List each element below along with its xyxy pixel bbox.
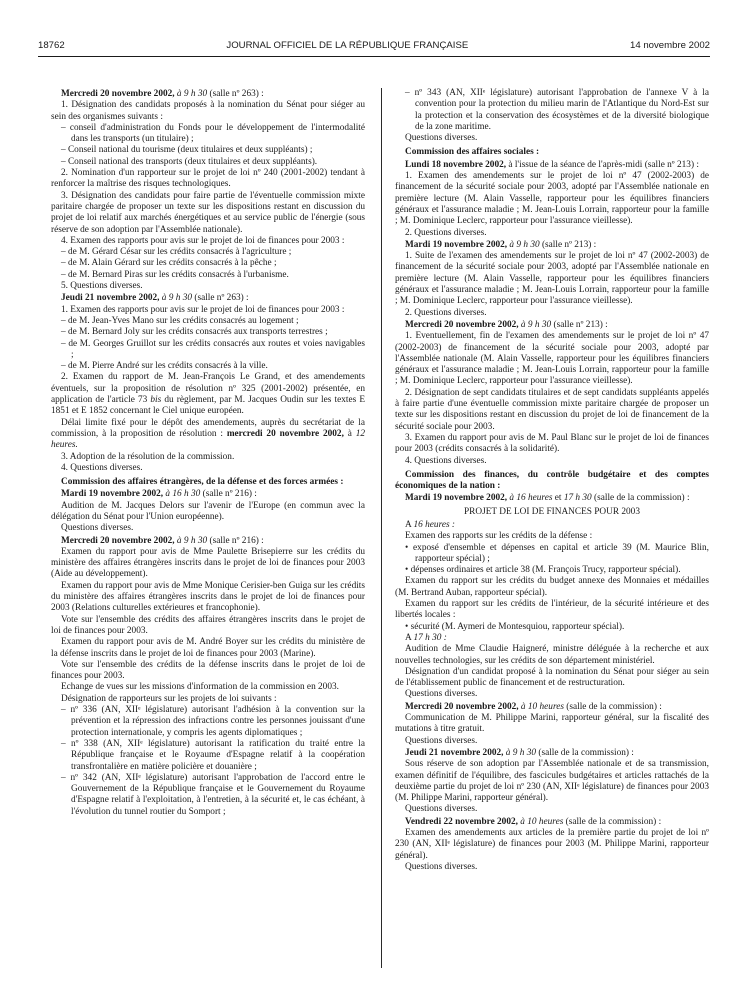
paragraph: Echange de vues sur les missions d'information de la commission en 2003.	[61, 682, 339, 693]
list-item: – de M. Pierre André sur les crédits consacrés à la ville.	[61, 361, 268, 372]
paragraph: 4. Questions diverses.	[405, 455, 487, 466]
committee-title: Commission des affaires sociales :	[405, 147, 540, 158]
paragraph: 3. Désignation des candidats pour faire partie de l'éventuelle commission mixte paritaire chargée de proposer un texte sur les dispositions restant en discussion du projet de loi relatif aux marchés énergétiques et au service public de l'énergie (sous réserve de son adoption par l'Assemblée nationale).	[51, 190, 365, 235]
paragraph: Sous réserve de son adoption par l'Assemblée nationale et de sa transmission, examen définitif de l'équilibre, des fascicules budgétaires et articles rattachés de la deuxième partie du projet de loi nº 230 (AN, XIIᵉ législature) de finances pour 2003 (M. Philippe Marini, rapporteur général).	[395, 759, 709, 804]
issue-date: 14 novembre 2002	[629, 40, 710, 51]
session-heading: Lundi 18 novembre 2002, à l'issue de la séance de l'après-midi (salle nº 213) :	[405, 159, 699, 170]
header-rule	[38, 56, 710, 57]
right-column	[395, 88, 709, 873]
list-item: – de M. Jean-Yves Mano sur les crédits consacrés au logement ;	[61, 315, 299, 326]
list-item: – de M. Georges Gruillot sur les crédits consacrés aux routes et voies navigables ;	[61, 338, 365, 360]
paragraph: 4. Questions diverses.	[61, 462, 143, 473]
session-heading: Mardi 19 novembre 2002, à 9 h 30 (salle nº 213) :	[405, 239, 597, 250]
paragraph: Questions diverses.	[405, 133, 478, 144]
session-heading: Mercredi 20 novembre 2002, à 9 h 30 (salle nº 216) :	[61, 535, 264, 546]
left-column	[51, 88, 365, 818]
section-title: PROJET DE LOI DE FINANCES POUR 2003	[464, 506, 640, 517]
paragraph: Désignation d'un candidat proposé à la nomination du Sénat pour siéger au sein de l'établissement public de financement et de restructuration.	[395, 666, 709, 689]
column-divider	[381, 88, 382, 968]
paragraph: Questions diverses.	[405, 689, 478, 700]
paragraph: 2. Questions diverses.	[405, 227, 487, 238]
paragraph: Audition de Mme Claudie Haigneré, ministre déléguée à la recherche et aux nouvelles technologies, sur les crédits de son département ministériel.	[395, 644, 709, 666]
paragraph: Vote sur l'ensemble des crédits des affaires étrangères inscrits dans le projet de loi de finances pour 2003.	[51, 614, 365, 636]
page-header	[38, 40, 710, 56]
committee-title: Commission des finances, du contrôle budgétaire et des comptes économiques de la nation :	[395, 469, 709, 492]
paragraph: Désignation de rapporteurs sur les projets de loi suivants :	[61, 693, 277, 704]
paragraph: 2. Désignation de sept candidats titulaires et de sept candidats suppléants appelés à faire partie d'une éventuelle commission mixte paritaire chargée de proposer un texte sur les dispositions restant en discussion du projet de loi de financement de la sécurité sociale pour 2003.	[395, 387, 709, 432]
committee-title: Commission des affaires étrangères, de la défense et des forces armées :	[61, 477, 344, 488]
paragraph: Questions diverses.	[61, 523, 134, 534]
paragraph: Vote sur l'ensemble des crédits de la défense inscrits dans le projet de loi de finances pour 2003.	[51, 659, 365, 682]
paragraph: 3. Examen du rapport pour avis de M. Paul Blanc sur le projet de loi de finances pour 2003 (crédits consacrés à la solidarité).	[395, 432, 709, 455]
paragraph: Questions diverses.	[405, 861, 478, 872]
list-item: – nº 336 (AN, XIIᵉ législature) autorisant l'adhésion à la convention sur la prévention et la répression des infractions contre les personnes jouissant d'une protection internationale, y compris les agents diplomatiques ;	[61, 705, 365, 738]
list-item: • sécurité (M. Aymeri de Montesquiou, rapporteur spécial).	[405, 621, 625, 632]
list-item: – de M. Alain Gérard sur les crédits consacrés à la pêche ;	[61, 258, 277, 269]
session-heading: Jeudi 21 novembre 2002, à 9 h 30 (salle de la commission) :	[405, 747, 634, 758]
paragraph: Examen du rapport pour avis de M. André Boyer sur les crédits du ministère de la défense inscrits dans le projet de loi de finances pour 2003 (Marine).	[51, 637, 365, 659]
session-heading: Mardi 19 novembre 2002, à 16 heures et 17 h 30 (salle de la commission) :	[405, 493, 690, 504]
paragraph: 4. Examen des rapports pour avis sur le projet de loi de finances pour 2003 :	[61, 235, 345, 246]
list-item: – nº 343 (AN, XIIᵉ législature) autorisant l'approbation de l'annexe V à la convention pour la protection du milieu marin de l'Atlantique du Nord-Est sur la protection et la conservation des écosystèmes et de la diversité biologique de la zone maritime.	[405, 88, 709, 132]
paragraph: 1. Examen des rapports pour avis sur le projet de loi de finances pour 2003 :	[61, 304, 345, 315]
paragraph: Examen du rapport pour avis de Mme Paulette Brisepierre sur les crédits du ministère des affaires étrangères inscrits dans le projet de loi de finances pour 2003 (Aide au développement).	[51, 546, 365, 580]
page-number: 18762	[38, 40, 65, 51]
list-item: – de M. Bernard Piras sur les crédits consacrés à l'urbanisme.	[61, 269, 289, 280]
paragraph: 5. Questions diverses.	[61, 281, 143, 292]
paragraph: Délai limite fixé pour le dépôt des amendements, auprès du secrétariat de la commission, à la proposition de résolution : mercredi 20 novembre 2002, à 12 heures.	[51, 417, 366, 451]
session-heading: Vendredi 22 novembre 2002, à 10 heures (salle de la commission) :	[405, 816, 662, 827]
list-item: – nº 338 (AN, XIIᵉ législature) autorisant la ratification du traité entre la République française et le Royaume d'Espagne relatif à la coopération transfrontalière en matière policière et douanière ;	[61, 738, 365, 772]
list-item: – conseil d'administration du Fonds pour le développement de l'intermodalité dans les transports (un titulaire) ;	[61, 122, 365, 145]
paragraph: 1. Eventuellement, fin de l'examen des amendements sur le projet de loi nº 47 (2002-2003) de financement de la sécurité sociale pour 2003, adopté par l'Assemblée nationale (M. Alain Vasselle, rapporteur pour les équilibres financiers généraux et l'assurance maladie ; M. Jean-Louis Lorrain, rapporteur pour la famille ; M. Dominique Leclerc, rapporteur pour l'assurance vieillesse).	[395, 331, 709, 387]
paragraph: Questions diverses.	[405, 735, 478, 746]
list-item: – Conseil national des transports (deux titulaires et deux suppléants).	[61, 156, 318, 167]
time-subheading: A 17 h 30 :	[405, 632, 447, 643]
paragraph: 2. Questions diverses.	[405, 307, 487, 318]
session-heading: Jeudi 21 novembre 2002, à 9 h 30 (salle nº 263) :	[61, 293, 249, 304]
paragraph: Examen des rapports sur les crédits de la défense :	[405, 531, 593, 542]
session-heading: Mardi 19 novembre 2002, à 16 h 30 (salle nº 216) :	[61, 489, 257, 500]
paragraph: 1. Suite de l'examen des amendements sur le projet de loi nº 47 (2002-2003) de financement de la sécurité sociale pour 2003, adopté par l'Assemblée nationale en première lecture (M. Alain Vasselle, rapporteur pour les équilibres financiers généraux et l'assurance maladie ; M. Jean-Louis Lorrain, rapporteur pour la famille ; M. Dominique Leclerc, rapporteur pour l'assurance vieillesse).	[395, 251, 709, 307]
time-subheading: A 16 heures :	[405, 519, 456, 530]
paragraph: 1. Désignation des candidats proposés à la nomination du Sénat pour siéger au sein des organismes suivants :	[51, 100, 365, 122]
paragraph: Audition de M. Jacques Delors sur l'avenir de l'Europe (en commun avec la délégation du Sénat pour l'Union européenne).	[51, 500, 365, 522]
paragraph: Questions diverses.	[405, 804, 478, 815]
paragraph: 1. Examen des amendements sur le projet de loi nº 47 (2002-2003) de financement de la sécurité sociale pour 2003, adopté par l'Assemblée nationale en première lecture (M. Alain Vasselle, rapporteur pour les équilibres financiers généraux et l'assurance maladie ; M. Jean-Louis Lorrain, rapporteur pour la famille ; M. Dominique Leclerc, rapporteur pour l'assurance vieillesse).	[395, 171, 709, 227]
paragraph: Communication de M. Philippe Marini, rapporteur général, sur la fiscalité des mutations à titre gratuit.	[395, 713, 709, 735]
list-item: – de M. Gérard César sur les crédits consacrés à l'agriculture ;	[61, 247, 292, 258]
session-heading: Mercredi 20 novembre 2002, à 9 h 30 (salle nº 213) :	[405, 319, 608, 330]
paragraph: 3. Adoption de la résolution de la commission.	[61, 451, 235, 462]
session-heading: Mercredi 20 novembre 2002, à 9 h 30 (salle nº 263) :	[61, 89, 264, 99]
paragraph: Examen du rapport pour avis de Mme Monique Cerisier-ben Guiga sur les crédits du ministère des affaires étrangères inscrits dans le projet de loi de finances pour 2003 (Relations culturelles extérieures et francophonie).	[51, 580, 365, 614]
list-item: – nº 342 (AN, XIIᵉ législature) autorisant l'approbation de l'accord entre le Gouvernement de la République française et le Gouvernement du Royaume d'Espagne relatif à l'exploitation, à l'entretien, à la sécurité et, le cas échéant, à l'évolution du tunnel routier du Somport ;	[61, 772, 365, 817]
paragraph: Examen du rapport sur les crédits de l'intérieur, de la sécurité intérieure et des libertés locales :	[395, 599, 709, 621]
paragraph: 2. Nomination d'un rapporteur sur le projet de loi nº 240 (2001-2002) tendant à renforcer la maîtrise des risques technologiques.	[51, 168, 365, 190]
list-item: – de M. Bernard Joly sur les crédits consacrés aux transports terrestres ;	[61, 327, 328, 338]
paragraph: Examen du rapport sur les crédits du budget annexe des Monnaies et médailles (M. Bertrand Auban, rapporteur spécial).	[395, 576, 709, 598]
journal-title: JOURNAL OFFICIEL DE LA RÉPUBLIQUE FRANÇAISE	[226, 40, 469, 51]
session-heading: Mercredi 20 novembre 2002, à 10 heures (salle de la commission) :	[405, 701, 662, 712]
paragraph: 2. Examen du rapport de M. Jean-François Le Grand, et des amendements éventuels, sur la proposition de résolution nº 325 (2001-2002) présentée, en application de l'article 73 bis du règlement, par M. Jacques Oudin sur les textes E 1851 et E 1852 concernant le Ciel unique européen.	[51, 372, 366, 417]
list-item: – Conseil national du tourisme (deux titulaires et deux suppléants) ;	[61, 145, 313, 156]
list-item: • dépenses ordinaires et article 38 (M. François Trucy, rapporteur spécial).	[405, 565, 681, 576]
paragraph: Examen des amendements aux articles de la première partie du projet de loi nº 230 (AN, XIIᵉ législature) de finances pour 2003 (M. Philippe Marini, rapporteur général).	[395, 828, 709, 861]
list-item: • exposé d'ensemble et dépenses en capital et article 39 (M. Maurice Blin, rapporteur spécial) ;	[405, 542, 709, 564]
